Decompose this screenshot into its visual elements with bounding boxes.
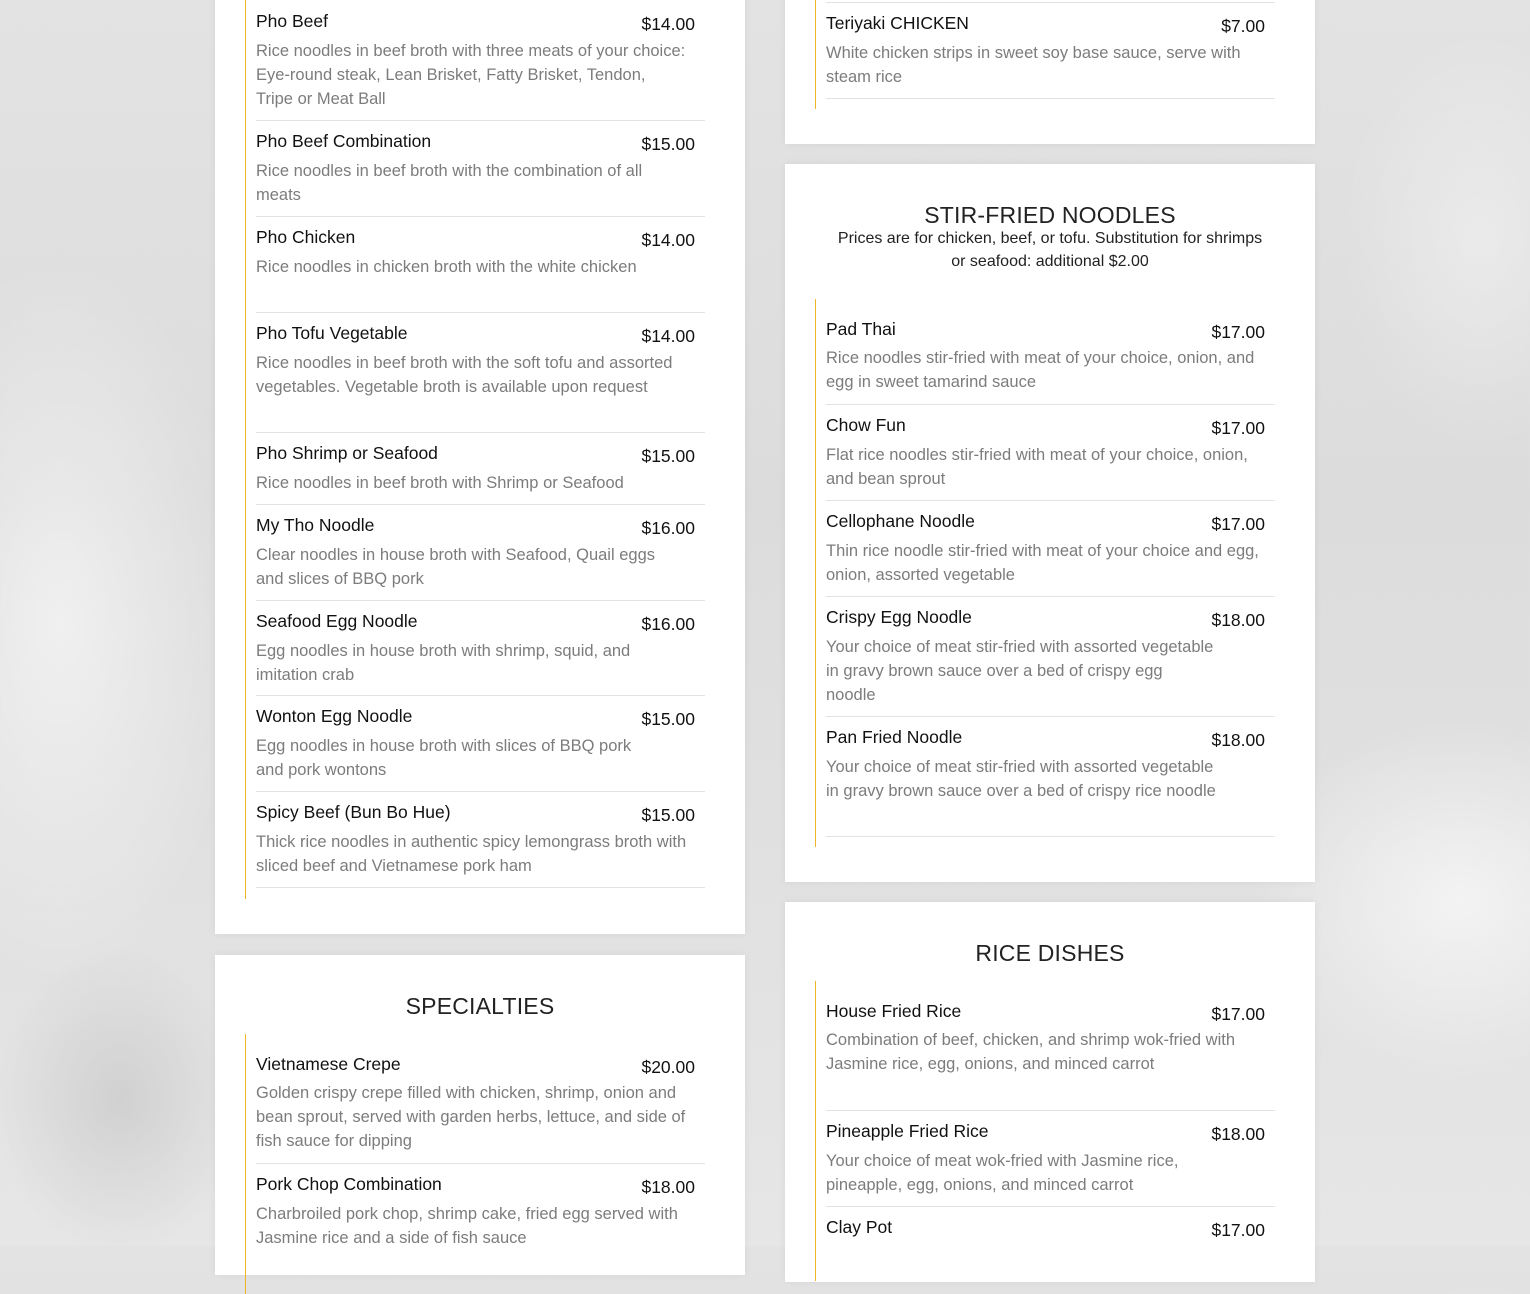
item-price: $14.00	[641, 230, 695, 250]
item-description: Clear noodles in house broth with Seafood, Quail eggs and slices of BBQ pork	[256, 546, 656, 588]
item-description: Your choice of meat stir-fried with assorted vegetable in gravy brown sauce over a bed of crispy egg noodle	[826, 638, 1214, 704]
menu-item	[826, 717, 1275, 837]
item-name: House Fried Rice	[826, 1001, 962, 1021]
item-name: Vietnamese Crepe	[256, 1054, 401, 1074]
menu-item	[256, 601, 705, 696]
section-title: STIR-FRIED NOODLES	[924, 202, 1176, 228]
item-description: Combination of beef, chicken, and shrimp wok-fried with Jasmine rice, egg, onions, and minced carrot	[826, 1031, 1236, 1073]
item-description: Flat rice noodles stir-fried with meat of your choice, onion, and bean sprout	[826, 446, 1248, 488]
section-title: SPECIALTIES	[405, 993, 555, 1019]
menu-item	[826, 3, 1275, 99]
item-price: $7.00	[1221, 16, 1265, 36]
item-price: $18.00	[1211, 610, 1265, 630]
item-name: Pho Tofu Vegetable	[256, 323, 408, 343]
teriyaki-card	[785, 0, 1315, 144]
item-price: $17.00	[1211, 514, 1265, 534]
item-price: $16.00	[641, 614, 695, 634]
noodle-soups-list	[245, 0, 705, 899]
menu-item	[826, 1111, 1275, 1207]
item-name: Chow Fun	[826, 415, 906, 435]
item-name: Cellophane Noodle	[826, 511, 975, 531]
rice-dishes-list	[815, 981, 1275, 1281]
menu-item	[826, 1207, 1275, 1287]
menu-item	[256, 792, 705, 888]
item-price: $15.00	[641, 709, 695, 729]
stir-fried-noodles-card	[785, 164, 1315, 882]
menu-item	[826, 405, 1275, 501]
item-price: $16.00	[641, 518, 695, 538]
item-name: Pan Fried Noodle	[826, 727, 963, 747]
item-description: Charbroiled pork chop, shrimp cake, fried egg served with Jasmine rice and a side of fish sauce	[256, 1205, 678, 1247]
item-price: $17.00	[1211, 322, 1265, 342]
noodle-soups-card	[215, 0, 745, 934]
menu-item	[256, 1034, 705, 1164]
section-note: Prices are for chicken, beef, or tofu. Substitution for shrimps or seafood: additional $2.00	[837, 230, 1263, 270]
item-description: Rice noodles in beef broth with three meats of your choice: Eye-round steak, Lean Brisket, Fatty Brisket, Tendon, Tripe or Meat Ball	[256, 42, 686, 108]
teriyaki-list	[815, 0, 1275, 109]
menu-item	[256, 313, 705, 433]
specialties-list	[245, 1034, 705, 1294]
item-name: Pho Beef	[256, 11, 328, 31]
item-name: Teriyaki CHICKEN	[826, 13, 969, 33]
item-name: Wonton Egg Noodle	[256, 706, 413, 726]
item-price: $15.00	[641, 446, 695, 466]
menu-item	[256, 433, 705, 505]
item-name: Pad Thai	[826, 319, 896, 339]
item-price: $17.00	[1211, 1004, 1265, 1024]
item-name: Crispy Egg Noodle	[826, 607, 972, 627]
item-name: My Tho Noodle	[256, 515, 375, 535]
item-description: White chicken strips in sweet soy base sauce, serve with steam rice	[826, 44, 1241, 86]
item-name: Pork Chop Combination	[256, 1174, 442, 1194]
item-name: Pho Beef Combination	[256, 131, 432, 151]
item-price: $15.00	[641, 134, 695, 154]
item-price: $15.00	[641, 805, 695, 825]
item-description: Your choice of meat stir-fried with assorted vegetable in gravy brown sauce over a bed of crispy rice noodle	[826, 758, 1216, 800]
specialties-card	[215, 955, 745, 1275]
item-price: $20.00	[641, 1057, 695, 1077]
item-description: Thin rice noodle stir-fried with meat of your choice and egg, onion, assorted vegetable	[826, 542, 1259, 584]
item-description: Rice noodles in beef broth with the combination of all meats	[256, 162, 643, 204]
menu-item	[826, 299, 1275, 405]
menu-item	[256, 0, 705, 121]
item-price: $18.00	[641, 1177, 695, 1197]
item-description: Egg noodles in house broth with shrimp, squid, and imitation crab	[256, 642, 631, 684]
menu-item	[826, 597, 1275, 717]
item-description: Rice noodles stir-fried with meat of your choice, onion, and egg in sweet tamarind sauce	[826, 349, 1255, 391]
rice-dishes-card	[785, 902, 1315, 1282]
menu-item	[826, 501, 1275, 597]
menu-item	[256, 121, 705, 217]
item-name: Clay Pot	[826, 1217, 893, 1237]
menu-item	[256, 696, 705, 792]
menu-item	[256, 505, 705, 601]
item-name: Pineapple Fried Rice	[826, 1121, 989, 1141]
item-price: $17.00	[1211, 1220, 1265, 1240]
item-description: Rice noodles in chicken broth with the white chicken	[256, 258, 637, 276]
item-name: Seafood Egg Noodle	[256, 611, 418, 631]
item-description: Golden crispy crepe filled with chicken, shrimp, onion and bean sprout, served with garden herbs, lettuce, and side of fish sauce for dipping	[256, 1084, 686, 1150]
menu-item	[256, 1164, 705, 1284]
item-name: Pho Chicken	[256, 227, 356, 247]
item-description: Egg noodles in house broth with slices of BBQ pork and pork wontons	[256, 737, 632, 779]
item-price: $17.00	[1211, 418, 1265, 438]
item-name: Pho Shrimp or Seafood	[256, 443, 438, 463]
item-description: Rice noodles in beef broth with Shrimp or Seafood	[256, 474, 624, 492]
item-description: Rice noodles in beef broth with the soft tofu and assorted vegetables. Vegetable broth is available upon request	[256, 354, 673, 396]
item-price: $18.00	[1211, 730, 1265, 750]
item-description: Your choice of meat wok-fried with Jasmine rice, pineapple, egg, onions, and minced carrot	[826, 1152, 1179, 1194]
menu-item	[256, 217, 705, 313]
stir-fried-list	[815, 299, 1275, 847]
item-price: $14.00	[641, 326, 695, 346]
item-description: Thick rice noodles in authentic spicy lemongrass broth with sliced beef and Vietnamese pork ham	[256, 833, 687, 875]
menu-item	[826, 981, 1275, 1111]
item-name: Spicy Beef (Bun Bo Hue)	[256, 802, 451, 822]
item-price: $18.00	[1211, 1124, 1265, 1144]
section-title: RICE DISHES	[975, 940, 1125, 966]
item-price: $14.00	[641, 14, 695, 34]
